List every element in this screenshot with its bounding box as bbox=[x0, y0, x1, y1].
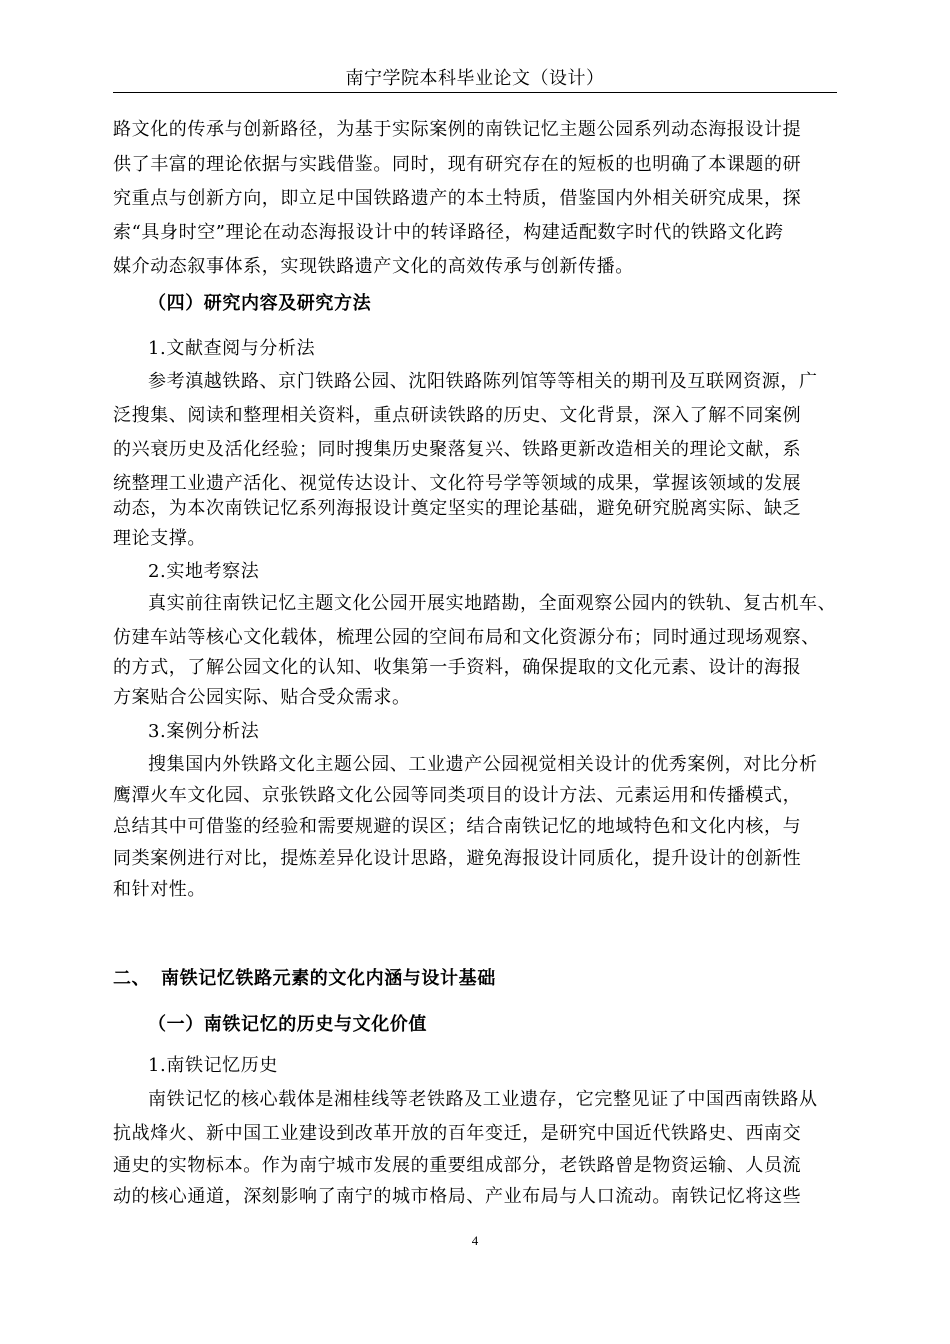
text-line: 真实前往南铁记忆主题文化公园开展实地踏勘，全面观察公园内的铁轨、复古机车、 bbox=[148, 593, 837, 614]
text-line: 究重点与创新方向，即立足中国铁路遗产的本土特质，借鉴国内外相关研究成果，探 bbox=[113, 188, 802, 209]
text-line: 泛搜集、阅读和整理相关资料，重点研读铁路的历史、文化背景，深入了解不同案例 bbox=[113, 405, 802, 426]
text-line: 南铁记忆的核心载体是湘桂线等老铁路及工业遗存，它完整见证了中国西南铁路从 bbox=[148, 1089, 818, 1110]
subsection-title: 1.南铁记忆历史 bbox=[148, 1055, 278, 1076]
chapter-heading bbox=[113, 967, 496, 991]
subsection-title: 2.实地考察法 bbox=[148, 561, 260, 582]
text-line: 供了丰富的理论依据与实践借鉴。同时，现有研究存在的短板的也明确了本课题的研 bbox=[113, 154, 802, 175]
text-line: 媒介动态叙事体系，实现铁路遗产文化的高效传承与创新传播。 bbox=[113, 256, 634, 277]
page-number: 4 bbox=[471, 1233, 479, 1248]
text-line: 同类案例进行对比，提炼差异化设计思路，避免海报设计同质化，提升设计的创新性 bbox=[113, 848, 802, 869]
text-line: 动态，为本次南铁记忆系列海报设计奠定坚实的理论基础，避免研究脱离实际、缺乏 bbox=[113, 498, 802, 519]
text-line: 统整理工业遗产活化、视觉传达设计、文化符号学等领域的成果，掌握该领域的发展 bbox=[113, 473, 802, 494]
header-rule bbox=[113, 92, 837, 93]
text-line: 索“具身时空”理论在动态海报设计中的转译路径，构建适配数字时代的铁路文化跨 bbox=[113, 222, 784, 243]
text-line: 理论支撑。 bbox=[113, 528, 206, 549]
page-header-title: 南宁学院本科毕业论文（设计） bbox=[345, 68, 605, 89]
chapter-title: 南铁记忆铁路元素的文化内涵与设计基础 bbox=[161, 968, 496, 989]
text-line: 动的核心通道，深刻影响了南宁的城市格局、产业布局与人口流动。南铁记忆将这些 bbox=[113, 1186, 802, 1207]
text-line: 方案贴合公园实际、贴合受众需求。 bbox=[113, 687, 411, 708]
text-line: 总结其中可借鉴的经验和需要规避的误区；结合南铁记忆的地域特色和文化内核，与 bbox=[113, 816, 802, 837]
text-line: 路文化的传承与创新路径，为基于实际案例的南铁记忆主题公园系列动态海报设计提 bbox=[113, 119, 802, 140]
text-line: 搜集国内外铁路文化主题公园、工业遗产公园视觉相关设计的优秀案例，对比分析 bbox=[148, 754, 818, 775]
text-line: 抗战烽火、新中国工业建设到改革开放的百年变迁，是研究中国近代铁路史、西南交 bbox=[113, 1123, 802, 1144]
subsection-title: 1.文献查阅与分析法 bbox=[148, 338, 316, 359]
chapter-number: 二、 bbox=[113, 968, 151, 989]
text-line: 的方式，了解公园文化的认知、收集第一手资料，确保提取的文化元素、设计的海报 bbox=[113, 657, 802, 678]
text-line: 通史的实物标本。作为南宁城市发展的重要组成部分，老铁路曾是物资运输、人员流 bbox=[113, 1155, 802, 1176]
section-heading: （一）南铁记忆的历史与文化价值 bbox=[148, 1014, 427, 1035]
text-line: 参考滇越铁路、京门铁路公园、沈阳铁路陈列馆等等相关的期刊及互联网资源，广 bbox=[148, 371, 818, 392]
text-line: 的兴衰历史及活化经验；同时搜集历史聚落复兴、铁路更新改造相关的理论文献，系 bbox=[113, 439, 802, 460]
text-line: 仿建车站等核心文化载体，梳理公园的空间布局和文化资源分布；同时通过现场观察、 bbox=[113, 627, 820, 648]
subsection-title: 3.案例分析法 bbox=[148, 721, 260, 742]
text-line: 鹰潭火车文化园、京张铁路文化公园等同类项目的设计方法、元素运用和传播模式， bbox=[113, 785, 802, 806]
section-heading: （四）研究内容及研究方法 bbox=[148, 293, 372, 314]
text-line: 和针对性。 bbox=[113, 879, 206, 900]
